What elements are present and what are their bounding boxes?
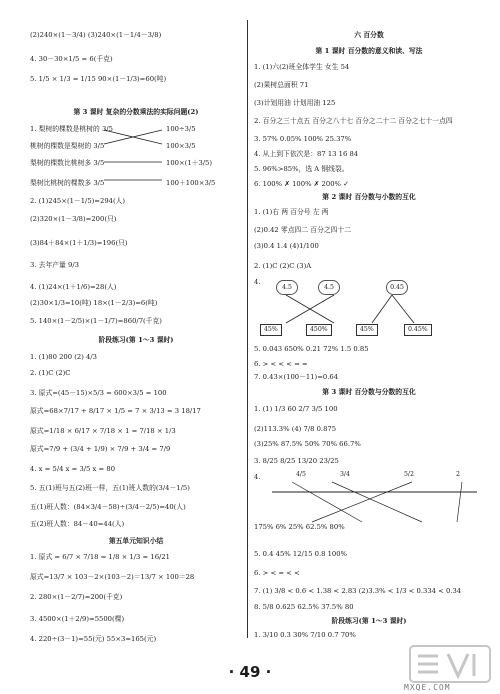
answer-line: 6. > < < < = = [254, 360, 308, 368]
answer-line: 1. (1)右 两 百分号 左 两 [254, 208, 329, 216]
section-heading: 第 3 课时 复杂的分数乘法的实际问题(2) [73, 108, 199, 116]
answer-line: 3. 去年产量 9/3 [30, 261, 79, 269]
answer-line: (2)113.3% (4) 7/8 0.875 [254, 425, 337, 433]
answer-line: 5. 1/5 × 1/3 = 1/15 90×(1－1/3)=60(吨) [30, 75, 167, 83]
answer-line: 原式=7/9 + (3/4 + 1/9) × 7/9 + 3/4 = 7/9 [30, 445, 171, 453]
number-line [272, 480, 482, 526]
answer-line: 5. 五(1)班与五(2)班一样，五(1)班人数的(3/4－1/5) [30, 484, 190, 492]
number-line-tick: 3/4 [340, 471, 350, 478]
answer-line: 原式=68×7/17 + 8/17 × 1/5 = 7 × 3/13 = 3 18/17 [30, 407, 201, 415]
answer-line: 1. 原式 = 6/7 × 7/18 = 1/8 × 1/3 = 16/21 [30, 553, 170, 561]
answer-line: 4. 从上到下依次是：87 13 16 84 [254, 150, 359, 158]
section-heading: 第 3 课时 百分数与分数的互化 [322, 388, 416, 396]
match-right-2: 100×3/5 [166, 142, 196, 150]
section-heading: 阶段练习(第 1～3 课时) [331, 617, 407, 625]
number-line-tick: 4/5 [296, 471, 306, 478]
answer-line: (3)0.4 1.4 (4)1/100 [254, 242, 319, 250]
answer-line: 1. 梨树的棵数是桃树的 3/5 [30, 125, 113, 133]
section-heading: 六 百分数 [354, 31, 384, 39]
number-line-tick: 5/2 [404, 471, 414, 478]
watermark-url: MXQE.COM [404, 683, 451, 692]
answer-line: (2)果树总面积 71 [254, 81, 309, 89]
column-divider [247, 20, 248, 638]
answer-line: 4. (1)24×(1＋1/6)=28(人) [30, 283, 117, 291]
match-right-4: 100＋100×3/5 [166, 179, 216, 187]
match-right-3: 100×(1＋3/5) [166, 159, 213, 167]
answer-line: 3. 原式=(45－15)×5/3 = 600×3/5 = 100 [30, 389, 167, 397]
answer-line: 桃树的棵数是梨树的 3/5 [30, 142, 105, 150]
answer-line: 原式=1/18 × 6/17 × 7/18 × 1 = 7/18 × 1/3 [30, 427, 176, 435]
answer-line: (3)计划用油 计划用油 125 [254, 99, 336, 107]
answer-line: 6. > < = < < [254, 569, 300, 577]
section-heading: 第 2 课时 百分数与小数的互化 [322, 193, 416, 201]
section-heading: 第 1 课时 百分数的意义和读、写法 [315, 47, 423, 55]
answer-line: (2)0.42 零点四二 百分之四十二 [254, 226, 352, 234]
answer-line: 1. (1)六(2)班全体学生 女生 54 [254, 63, 350, 71]
answer-line: 1. 3/10 0.3 30% 7/10 0.7 70% [254, 631, 356, 639]
answer-line: 4. x = 5/4 x = 3/5 x = 80 [30, 465, 116, 473]
answer-line: 3. 8/25 8/25 13/20 23/25 [254, 457, 339, 465]
question-4-numline: 4. [254, 473, 261, 481]
answer-line: 3. 4500×(1＋2/9)=5500(棵) [30, 615, 125, 623]
answer-line: 2. 百分之三十点五 百分之八十七 百分之二十二 百分之七十一点四 [254, 117, 453, 125]
answer-line: 2. (1)C (2)C (3)A [254, 262, 312, 270]
page-number: · 49 · [228, 663, 272, 681]
answer-line: 梨树比桃树的棵数多 3/5 [30, 179, 105, 187]
answer-line: 原式=13/7 × 103－2×(103－2)＝13/7 × 100＝28 [30, 573, 195, 581]
answer-line: 6. 100% ✗ 100% ✗ 200% ✓ [254, 180, 349, 188]
answer-line: (2)320×(1－3/8)=200(只) [30, 215, 117, 223]
answer-line: 7. (1) 3/8 < 0.6 < 1.38 < 2.83 (2)3.3% < 1/3 < 0.334 < 0.34 [254, 587, 462, 595]
answer-line: (2)30×1/3=10(吨) 18×(1－2/3)=6(吨) [30, 299, 158, 307]
answer-line: 五(2)班人数：84－40=44(人) [30, 520, 125, 528]
answer-line: 175% 6% 25% 62.5% 80% [254, 523, 345, 531]
answer-line: (3)84＋84×(1＋1/3)=196(只) [30, 239, 128, 247]
cloud-box-lines [274, 293, 434, 325]
answer-line: 5. 0.043 650% 0.21 72% 1.5 0.85 [254, 345, 369, 353]
section-heading: 阶段练习(第 1～3 课时) [98, 336, 174, 344]
answer-line: 7. 0.43×(100－11)=0.64 [254, 373, 339, 381]
answer-line: (3)25% 87.5% 50% 70% 66.7% [254, 440, 361, 448]
box-value: 0.45% [404, 324, 432, 336]
match-right-1: 100÷3/5 [166, 125, 196, 133]
answer-line: 4. 220÷(3－1)=55(元) 55×3=165(元) [30, 635, 157, 643]
section-heading: 第五单元知识小结 [108, 537, 164, 545]
question-4-label: 4. [254, 278, 261, 286]
answer-line: 5. 140×(1－2/5)×(1－1/7)=860/7(千克) [30, 317, 162, 325]
box-value: 450% [306, 324, 332, 336]
cloud-value: 0.45 [386, 280, 408, 295]
answer-line: 8. 5/8 0.625 62.5% 37.5% 80 [254, 603, 354, 611]
answer-line: 1. (1) 1/3 60 2/7 3/5 100 [254, 405, 338, 413]
answer-line: 5. 96%>85%，选 A 钢线裂。 [254, 165, 349, 173]
cloud-value: 4.5 [318, 280, 340, 295]
answer-line: (2)240×(1－3/4) (3)240×(1－1/4－3/8) [30, 31, 162, 39]
cloud-value: 4.5 [276, 280, 298, 295]
box-value: 45% [260, 324, 282, 336]
answer-line: 2. (1)C (2)C [30, 369, 71, 377]
answer-line: 梨树的棵数比桃树多 3/5 [30, 159, 105, 167]
answer-line: 1. (1)80 200 (2) 4/3 [30, 353, 97, 361]
answer-line: 2. (1)245×(1－1/5)=294(人) [30, 197, 126, 205]
box-value: 45% [356, 324, 378, 336]
answer-line: 5. 0.4 45% 12/15 0.8 100% [254, 550, 348, 558]
number-line-tick: 2 [456, 471, 460, 478]
answer-line: 2. 280×(1－2/7)=200(千克) [30, 593, 123, 601]
answer-line: 3. 57% 0.05% 100% 25.37% [254, 135, 352, 143]
answer-line: 4. 30－30×1/5 = 6(千克) [30, 55, 113, 63]
answer-line: 五(1)班人数：(84×3/4－58)÷(3/4－2/5)=40(人) [30, 503, 186, 511]
